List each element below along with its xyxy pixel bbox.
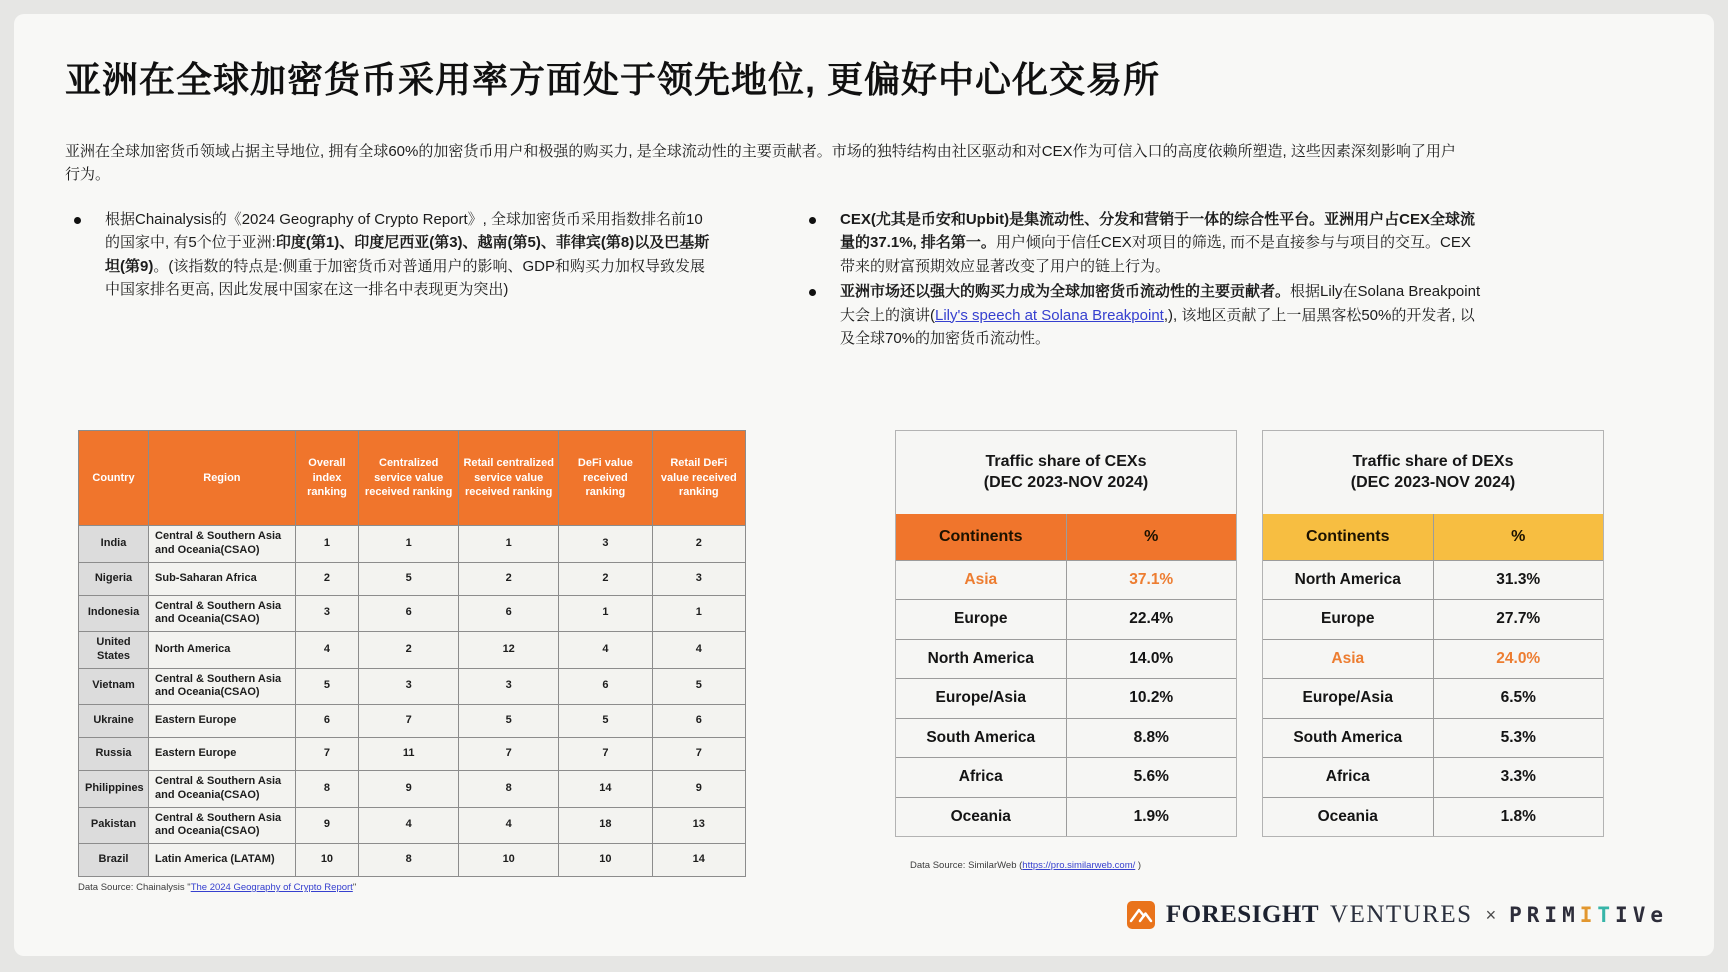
percent-cell: 1.9% <box>1133 807 1169 825</box>
ranking-cell: 10 <box>459 844 559 877</box>
text-segment: 印度(第1)、印度尼西亚(第3)、越南(第5)、菲律宾(第8)以及巴基斯坦(第9) <box>105 234 710 275</box>
ranking-cell: 9 <box>359 771 459 808</box>
cex-table-title-line2: (DEC 2023-NOV 2024) <box>983 474 1149 492</box>
ranking-cell: 5 <box>559 705 652 738</box>
dex-percent-header: % <box>1511 527 1526 545</box>
continent-cell: Oceania <box>896 798 1067 837</box>
country-cell: Vietnam <box>79 668 149 705</box>
ranking-table-row <box>79 668 746 705</box>
ranking-cell: 13 <box>652 807 745 844</box>
ranking-cell: 10 <box>559 844 652 877</box>
ranking-cell: 1 <box>652 595 745 632</box>
multiply-separator: × <box>1485 904 1497 925</box>
continent-cell: Asia <box>1263 640 1434 679</box>
share-table-row <box>896 718 1236 758</box>
intro-paragraph: 亚洲在全球加密货币领域占据主导地位, 拥有全球60%的加密货币用户和极强的购买力, 是全球流动性的主要贡献者。市场的独特结构由社区驱动和对CEX作为可信入口的高度依赖所塑造, 这些因素深刻影响了用户行为。 <box>65 143 1456 184</box>
text-segment: 用户倾向于信任CEX对项目的筛选, 而不是直接参与与项目的交互。CEX带来的财富预期效应显著改变了用户的链上行为。 <box>840 234 1471 275</box>
ranking-cell: 5 <box>652 668 745 705</box>
ranking-header-cell: Region <box>149 431 296 526</box>
region-cell: Latin America (LATAM) <box>149 844 296 877</box>
cex-table-header-row <box>896 514 1236 560</box>
cex-table-rows <box>896 560 1236 837</box>
country-cell: Indonesia <box>79 595 149 632</box>
region-cell: Central & Southern Asia and Oceania(CSAO) <box>149 526 296 563</box>
ranking-cell: 7 <box>359 705 459 738</box>
logo-letter: P <box>1509 903 1527 927</box>
ranking-cell: 5 <box>295 668 358 705</box>
ranking-cell: 10 <box>295 844 358 877</box>
country-cell: Russia <box>79 738 149 771</box>
text-segment: 根据Lily在Solana Breakpoint大会上的演讲( <box>840 283 1481 324</box>
ranking-table-row <box>79 844 746 877</box>
continent-cell: Asia <box>896 561 1067 600</box>
share-table-row <box>1263 757 1603 797</box>
ranking-cell: 6 <box>652 705 745 738</box>
hyperlink[interactable]: The 2024 Geography of Crypto Report <box>190 882 353 893</box>
ranking-cell: 3 <box>359 668 459 705</box>
cex-continents-header: Continents <box>896 514 1067 560</box>
cex-table-title-line1: Traffic share of CEXs <box>985 452 1147 470</box>
ranking-cell: 2 <box>359 632 459 669</box>
logo-letter: I <box>1544 903 1563 927</box>
continent-cell: North America <box>1263 561 1434 600</box>
hyperlink[interactable]: https://pro.similarweb.com/ <box>1022 860 1136 871</box>
logo-letter: e <box>1650 903 1668 927</box>
share-table-row <box>896 639 1236 679</box>
ranking-cell: 3 <box>652 562 745 595</box>
logo-letter: M <box>1562 903 1580 927</box>
right-bullet-column <box>800 208 1482 350</box>
logo-letter: I <box>1615 903 1633 927</box>
text-segment: " <box>352 882 357 893</box>
ranking-cell: 18 <box>559 807 652 844</box>
ranking-cell: 14 <box>559 771 652 808</box>
continent-cell: South America <box>1263 719 1434 758</box>
region-cell: Central & Southern Asia and Oceania(CSAO) <box>149 807 296 844</box>
dex-traffic-share-table <box>1262 430 1604 837</box>
ranking-cell: 5 <box>459 705 559 738</box>
ranking-cell: 8 <box>459 771 559 808</box>
ranking-table-row <box>79 526 746 563</box>
dex-table-title-line2: (DEC 2023-NOV 2024) <box>1350 474 1516 492</box>
share-table-row <box>1263 718 1603 758</box>
ranking-header-cell: DeFi value received ranking <box>559 431 652 526</box>
footer-brand-logo <box>1127 900 1668 930</box>
ranking-cell: 7 <box>459 738 559 771</box>
dex-table-title <box>1263 431 1603 514</box>
ranking-table-row <box>79 562 746 595</box>
ranking-header-cell: Retail centralized service value received ranking <box>459 431 559 526</box>
ranking-cell: 9 <box>295 807 358 844</box>
ranking-cell: 3 <box>559 526 652 563</box>
region-cell: Sub-Saharan Africa <box>149 562 296 595</box>
ranking-cell: 6 <box>459 595 559 632</box>
crypto-adoption-ranking-table <box>78 430 746 877</box>
share-table-row <box>896 757 1236 797</box>
ranking-table-row <box>79 771 746 808</box>
continent-cell: Europe/Asia <box>896 679 1067 718</box>
ranking-header-cell: Centralized service value received ranking <box>359 431 459 526</box>
continent-cell: South America <box>896 719 1067 758</box>
percent-cell: 10.2% <box>1129 689 1174 707</box>
share-table-row <box>896 560 1236 600</box>
primitive-wordmark <box>1509 903 1668 927</box>
percent-cell: 5.6% <box>1133 768 1169 786</box>
foresight-wordmark: FORESIGHT <box>1165 901 1320 928</box>
continent-cell: Europe <box>1263 600 1434 639</box>
logo-letter: R <box>1526 903 1545 927</box>
percent-cell: 31.3% <box>1496 570 1541 588</box>
presentation-slide <box>14 14 1714 956</box>
country-cell: Pakistan <box>79 807 149 844</box>
ranking-table-row <box>79 632 746 669</box>
share-table-row <box>896 678 1236 718</box>
left-bullet-column <box>65 208 717 302</box>
percent-cell: 1.8% <box>1500 807 1536 825</box>
ranking-header-cell: Retail DeFi value received ranking <box>652 431 745 526</box>
mountain-logo-icon <box>1127 900 1157 930</box>
percent-cell: 37.1% <box>1129 570 1174 588</box>
percent-cell: 6.5% <box>1500 689 1536 707</box>
ranking-cell: 4 <box>459 807 559 844</box>
share-table-row <box>1263 678 1603 718</box>
percent-cell: 3.3% <box>1500 768 1536 786</box>
ranking-data-source <box>78 882 356 893</box>
continent-cell: Africa <box>1263 758 1434 797</box>
continent-cell: North America <box>896 640 1067 679</box>
percent-cell: 22.4% <box>1129 610 1174 628</box>
share-table-row <box>1263 560 1603 600</box>
share-table-row <box>896 599 1236 639</box>
ranking-table-row <box>79 738 746 771</box>
similarweb-data-source <box>910 860 1141 871</box>
continent-cell: Europe/Asia <box>1263 679 1434 718</box>
logo-letter: I <box>1579 903 1598 927</box>
cex-percent-header: % <box>1144 527 1159 545</box>
share-table-row <box>1263 639 1603 679</box>
ranking-cell: 3 <box>295 595 358 632</box>
text-segment: Data Source: SimilarWeb ( <box>910 860 1023 871</box>
dex-table-rows <box>1263 560 1603 837</box>
ranking-cell: 1 <box>459 526 559 563</box>
ranking-table-row <box>79 807 746 844</box>
ranking-cell: 2 <box>652 526 745 563</box>
region-cell: Eastern Europe <box>149 738 296 771</box>
text-segment: CEX(尤其是币安和Upbit)是集流动性、分发和营销于一体的综合性平台。亚洲用户占CEX全球流量的37.1%, 排名第一。 <box>840 211 1475 252</box>
ranking-cell: 6 <box>559 668 652 705</box>
ranking-cell: 1 <box>559 595 652 632</box>
percent-cell: 14.0% <box>1129 649 1174 667</box>
ranking-header-cell: Overall index ranking <box>295 431 358 526</box>
percent-cell: 27.7% <box>1496 610 1541 628</box>
country-cell: Philippines <box>79 771 149 808</box>
ranking-cell: 1 <box>359 526 459 563</box>
share-table-row <box>1263 599 1603 639</box>
ranking-cell: 8 <box>295 771 358 808</box>
page-title: 亚洲在全球加密货币采用率方面处于领先地位, 更偏好中心化交易所 <box>65 59 1161 100</box>
cex-table-title <box>896 431 1236 514</box>
ranking-table-row <box>79 595 746 632</box>
continent-cell: Europe <box>896 600 1067 639</box>
percent-cell: 5.3% <box>1500 728 1536 746</box>
continent-cell: Oceania <box>1263 798 1434 837</box>
text-segment: Data Source: Chainalysis " <box>78 882 191 893</box>
ranking-cell: 8 <box>359 844 459 877</box>
cex-traffic-share-table <box>895 430 1237 837</box>
ranking-header-cell: Country <box>79 431 149 526</box>
ranking-table-body <box>79 526 746 877</box>
dex-table-title-line1: Traffic share of DEXs <box>1352 452 1514 470</box>
ranking-cell: 9 <box>652 771 745 808</box>
logo-letter: T <box>1597 903 1616 927</box>
percent-cell: 24.0% <box>1496 649 1541 667</box>
ranking-cell: 2 <box>559 562 652 595</box>
ranking-cell: 4 <box>559 632 652 669</box>
ranking-table-row <box>79 705 746 738</box>
country-cell: Brazil <box>79 844 149 877</box>
dex-table-header-row <box>1263 514 1603 560</box>
text-segment: 根据Chainalysis的《2024 Geography of Crypto Report》, 全球加密货币采用指数排名前10的国家中, 有5个位于亚洲: <box>105 211 703 252</box>
country-cell: Ukraine <box>79 705 149 738</box>
ranking-cell: 4 <box>295 632 358 669</box>
country-cell: India <box>79 526 149 563</box>
region-cell: Central & Southern Asia and Oceania(CSAO) <box>149 595 296 632</box>
share-table-row <box>1263 797 1603 837</box>
ranking-cell: 14 <box>652 844 745 877</box>
country-cell: United States <box>79 632 149 669</box>
percent-cell: 8.8% <box>1133 728 1169 746</box>
region-cell: Eastern Europe <box>149 705 296 738</box>
ranking-cell: 11 <box>359 738 459 771</box>
logo-letter: V <box>1632 903 1651 927</box>
ranking-cell: 7 <box>295 738 358 771</box>
ranking-cell: 12 <box>459 632 559 669</box>
ranking-table-header-row <box>79 431 746 526</box>
region-cell: Central & Southern Asia and Oceania(CSAO) <box>149 771 296 808</box>
country-cell: Nigeria <box>79 562 149 595</box>
bullet-item <box>800 208 1482 278</box>
ranking-cell: 4 <box>652 632 745 669</box>
ventures-wordmark: VENTURES <box>1330 901 1473 928</box>
region-cell: Central & Southern Asia and Oceania(CSAO) <box>149 668 296 705</box>
text-segment: 。(该指数的特点是:侧重于加密货币对普通用户的影响、GDP和购买力加权导致发展中国家排名更高, 因此发展中国家在这一排名中表现更为突出) <box>105 257 706 299</box>
ranking-cell: 7 <box>652 738 745 771</box>
bullet-item <box>65 208 717 302</box>
ranking-cell: 2 <box>459 562 559 595</box>
ranking-cell: 4 <box>359 807 459 844</box>
text-segment: 亚洲市场还以强大的购买力成为全球加密货币流动性的主要贡献者。 <box>840 283 1291 301</box>
text-segment: ) <box>1135 860 1142 871</box>
continent-cell: Africa <box>896 758 1067 797</box>
text-segment: ,), 该地区贡献了上一届黑客松50%的开发者, 以及全球70%的加密货币流动性。 <box>840 306 1475 347</box>
ranking-cell: 5 <box>359 562 459 595</box>
share-table-row <box>896 797 1236 837</box>
dex-continents-header: Continents <box>1263 514 1434 560</box>
ranking-cell: 2 <box>295 562 358 595</box>
hyperlink[interactable]: Lily's speech at Solana Breakpoint <box>935 306 1164 324</box>
ranking-cell: 6 <box>359 595 459 632</box>
ranking-cell: 1 <box>295 526 358 563</box>
ranking-cell: 3 <box>459 668 559 705</box>
region-cell: North America <box>149 632 296 669</box>
bullet-item <box>800 280 1482 350</box>
ranking-cell: 6 <box>295 705 358 738</box>
ranking-cell: 7 <box>559 738 652 771</box>
